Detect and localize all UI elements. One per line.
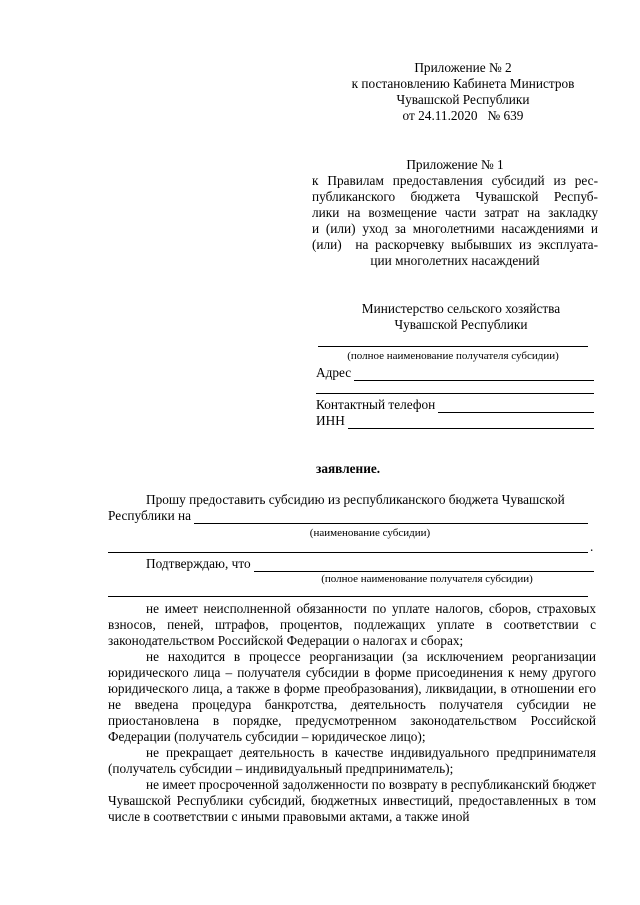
confirm-row xyxy=(146,556,594,572)
inn-field[interactable] xyxy=(348,416,594,429)
subsidy-name-field[interactable] xyxy=(194,511,588,524)
subsidy-name-field-line-2[interactable] xyxy=(108,552,588,553)
paragraph-taxes: не имеет неисполненной обязанности по уплате налогов, сборов, страховых взносов, пеней, штрафов, процентов, подлежащих уплате в соответствии с законодательством Российской Федерации о налогах и сборах; xyxy=(108,601,596,648)
confirm-label: Подтверждаю, что xyxy=(146,556,251,571)
appendix-2-header xyxy=(318,60,608,124)
ministry-block xyxy=(318,301,604,333)
appendix-1-line: к Правилам предоставления субсидий из рес- xyxy=(312,173,598,188)
address-field[interactable] xyxy=(354,368,594,381)
confirm-recipient-caption: (полное наименование получателя субсидии) xyxy=(321,573,533,585)
recipient-name-caption: (полное наименование получателя субсидии) xyxy=(347,350,559,362)
recipient-name-line[interactable] xyxy=(318,346,588,347)
appendix-1-header xyxy=(312,157,598,269)
phone-label: Контактный телефон xyxy=(316,397,436,412)
phone-row xyxy=(316,397,594,413)
address-label: Адрес xyxy=(316,365,352,380)
address-row xyxy=(316,365,594,381)
statement-body xyxy=(108,601,596,825)
appendix-1-line: ции многолетних насаждений xyxy=(370,253,540,268)
appendix-1-line: лики на возмещение части затрат на закладку xyxy=(312,205,598,220)
subsidy-name-caption: (наименование субсидии) xyxy=(309,527,431,539)
paragraph-entrepreneur: не прекращает деятельность в качестве индивидуального предпринимателя (получатель субсидии – индивидуальный предприниматель); xyxy=(108,745,596,776)
appendix-1-title: Приложение № 1 xyxy=(406,157,504,172)
appendix-2-date: от 24.11.2020 № 639 xyxy=(402,108,524,123)
appendix-1-line: и (или) уход за многолетними насаждениями и xyxy=(312,221,598,236)
confirm-recipient-field[interactable] xyxy=(254,559,594,572)
request-line-2: Республики на xyxy=(108,508,192,523)
inn-label: ИНН xyxy=(316,413,345,428)
address-field-line-2[interactable] xyxy=(316,393,594,394)
phone-field[interactable] xyxy=(438,400,594,413)
appendix-1-line: публиканского бюджета Чувашской Респуб- xyxy=(312,189,598,204)
appendix-1-line: (или) на раскорчевку выбывших из эксплуата- xyxy=(312,237,598,252)
appendix-2-line-2: к постановлению Кабинета Министров xyxy=(351,76,575,91)
request-line-1: Прошу предоставить субсидию из республиканского бюджета Чувашской xyxy=(146,492,565,507)
appendix-2-title: Приложение № 2 xyxy=(414,60,512,75)
inn-row xyxy=(316,413,594,429)
paragraph-debt: не имеет просроченной задолженности по возврату в республиканский бюджет Чувашской Республики субсидий, бюджетных инвестиций, предоставленных в том числе в соответствии с иными правовыми актами, а также иной xyxy=(108,777,596,824)
ministry-region: Чувашской Республики xyxy=(394,317,528,332)
statement-title: заявление. xyxy=(316,461,381,476)
confirm-recipient-field-line-2[interactable] xyxy=(108,596,588,597)
paragraph-reorganization: не находится в процессе реорганизации (за исключением реорганизации юридического лица – получателя субсидии в форме присоединения к нему другого юридического лица, а также в форме преобразования), ликвидации, в отношении его не введена процедура банкротства, деятельность получателя субсидии не приостановлена в порядке, предусмотренном законодательством Российской Федерации (получатель субсидии – юридическое лицо); xyxy=(108,649,596,744)
subsidy-period: . xyxy=(590,539,594,554)
appendix-2-line-3: Чувашской Республики xyxy=(396,92,530,107)
ministry-name: Министерство сельского хозяйства xyxy=(361,301,561,316)
subsidy-name-row xyxy=(108,508,588,524)
